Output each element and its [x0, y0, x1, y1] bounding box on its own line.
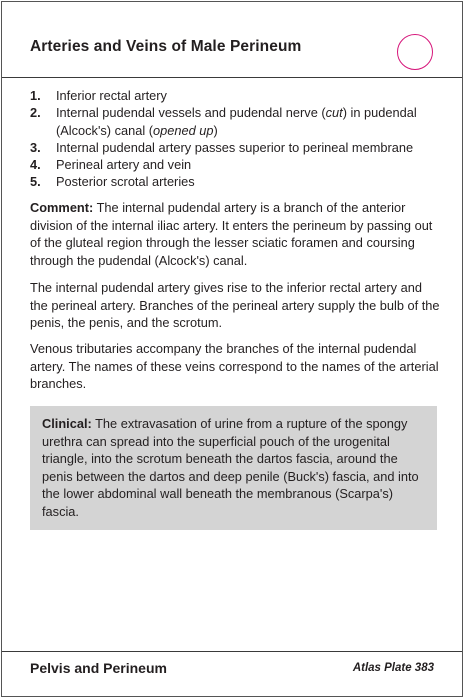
- card-title: Arteries and Veins of Male Perineum: [30, 38, 302, 55]
- clinical-paragraph: [42, 415, 425, 521]
- legend-item: [30, 87, 430, 104]
- legend-list: [30, 87, 430, 191]
- plate-reference: Atlas Plate 383: [352, 662, 434, 674]
- legend-text: Inferior rectal artery: [56, 88, 167, 103]
- legend-number: 5.: [30, 174, 41, 190]
- flashcard: [1, 1, 463, 697]
- checkbox-circle-icon[interactable]: [397, 34, 433, 70]
- card-header: [2, 2, 462, 78]
- legend-item: [30, 139, 430, 156]
- legend-text: Internal pudendal vessels and pudendal nerve (cut) in pudendal (Alcock's) canal (opened up): [56, 105, 417, 138]
- branches-paragraph: The internal pudendal artery gives rise to the inferior rectal artery and the perineal artery. Branches of the perineal artery supply the bulb of the penis, the penis, and the scrotum.: [30, 280, 440, 331]
- legend-number: 2.: [30, 105, 41, 121]
- comment-label: Comment:: [30, 200, 94, 215]
- venous-paragraph: Venous tributaries accompany the branches of the internal pudendal artery. The names of these veins correspond to the names of the arterial branches.: [30, 341, 439, 392]
- legend-text: Internal pudendal artery passes superior to perineal membrane: [56, 139, 414, 155]
- card-footer: [2, 651, 462, 698]
- comment-paragraph: [30, 199, 440, 269]
- legend-text: Posterior scrotal arteries: [56, 174, 195, 190]
- legend-number: 4.: [30, 157, 41, 173]
- legend-number: 1.: [30, 88, 41, 103]
- legend-item: [30, 156, 430, 173]
- legend-item: [30, 104, 430, 139]
- clinical-text: The extravasation of urine from a rupture of the spongy urethra can spread into the superficial pouch of the urogenital triangle, into the scrotum beneath the dartos fascia, around the penis between the dartos and deep penile (Buck's) fascia, and into the lower abdominal wall beneath the membranous (Scarpa's) fascia.: [42, 416, 419, 519]
- comment-text: The internal pudendal artery is a branch of the anterior division of the internal iliac artery. It enters the perineum by passing out of the gluteal region through the lesser sciatic foramen and coursing through the pudendal (Alcock's) canal.: [30, 200, 433, 268]
- legend-number: 3.: [30, 139, 41, 155]
- section-title: Pelvis and Perineum: [30, 660, 167, 676]
- clinical-box: [30, 406, 437, 530]
- legend-text: Perineal artery and vein: [56, 157, 192, 173]
- clinical-label: Clinical:: [42, 416, 92, 431]
- legend-item: [30, 173, 430, 190]
